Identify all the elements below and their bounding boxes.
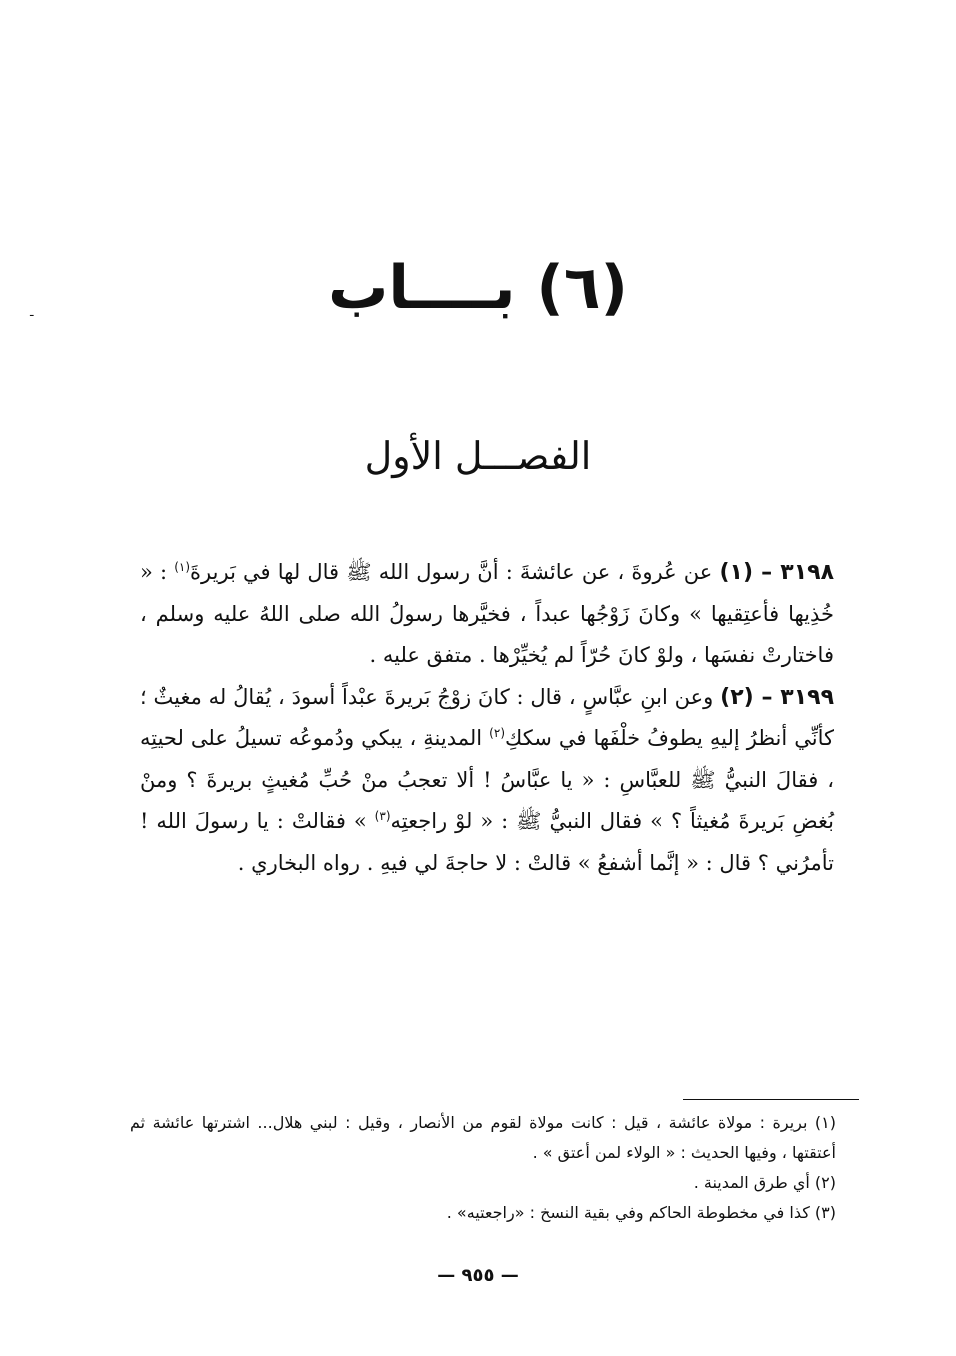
hadith-number: ٣١٩٩ – (٢): [720, 684, 834, 710]
footnote: (١) بريرة : مولاة عائشة ، قيل : كانت مولاة لقوم من الأنصار ، وقيل : لبني هلال... اشترتها عائشة ثم أعتقتها ، وفيها الحديث : « الولاء لمن أعتق » .: [130, 1113, 836, 1162]
hadith-text: : « خُذِيها فأعتِقيها » وكانَ زَوْجُها عبداً ، فخيَّرها رسولُ الله صلى اللهُ عليه وسلم ، فاختارتْ نفسَها ، ولوْ كانَ حُرّاً لم يُخيِّرْها . متفق عليه .: [140, 560, 834, 667]
footnote-ref: (٢): [489, 726, 505, 740]
hadith-text: وعن ابنِ عبَّاسٍ ، قال : كانَ زوْجُ بَريرةَ عبْداً أسودَ ، يُقالُ له مغيثٌ ؛ كأنِّي أنظرُ إليهِ يطوفُ خلْفَها في سككِ: [140, 684, 834, 750]
footnotes: [130, 1108, 836, 1228]
hadith-paragraph: [140, 677, 834, 885]
hadith-text: المدينةِ ، يبكي ودُموعُه تسيلُ على لحيتِه ، فقالَ النبيُّ ﷺ للعبَّاسِ : « يا عبَّاسُ ! ألا تعجبُ منْ حُبِّ مُغيثٍ بريرةَ ؟ ومنْ بُغضِ بَريرةَ مُغيثاً ؟ » فقال النبيُّ ﷺ : « لوْ راجعتِه: [140, 726, 834, 833]
section-title: الفصـــل الأول: [364, 434, 592, 478]
hadith-number: ٣١٩٨ – (١): [719, 560, 834, 585]
footnote-ref: (٣): [374, 809, 391, 823]
footnote: (٢) أي طرق المدينة .: [693, 1173, 836, 1192]
hadith-text-block: [140, 552, 834, 884]
hadith-text: » فقالتْ : يا رسولَ الله ! تأمرُني ؟ قال : « إنَّما أشفعُ » قالتْ : لا حاجةَ لي فيهِ . رواه البخاري .: [140, 809, 834, 875]
margin-mark: ـ: [30, 305, 34, 319]
chapter-title: (٦) بــــاب: [328, 253, 628, 323]
footnote: (٣) كذا في مخطوطة الحاكم وفي بقية النسخ : «راجعتيه» .: [446, 1203, 836, 1222]
footnote-divider: [683, 1099, 859, 1100]
hadith-paragraph: [140, 552, 834, 677]
page-number: — ٩٥٥ —: [437, 1265, 519, 1286]
footnote-ref: (١): [174, 560, 191, 574]
hadith-text: عن عُروةَ ، عن عائشةَ : أنَّ رسول الله ﷺ قال لها في بَريرةَ: [190, 560, 720, 584]
